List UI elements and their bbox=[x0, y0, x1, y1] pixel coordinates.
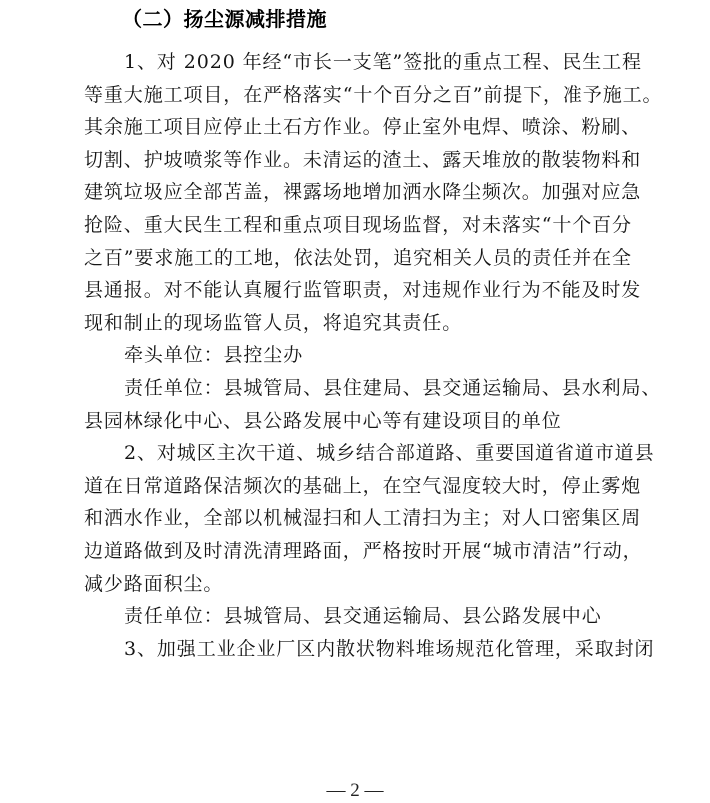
paragraph-line: 切割、护坡喷浆等作业。未清运的渣土、露天堆放的散装物料和 bbox=[84, 148, 642, 171]
paragraph-line: 抢险、重大民生工程和重点项目现场监督，对未落实“十个百分 bbox=[84, 213, 632, 236]
paragraph-line: 边道路做到及时清洗清理路面，严格按时开展“城市清洁”行动， bbox=[84, 539, 643, 562]
paragraph-line: 建筑垃圾应全部苫盖，裸露场地增加洒水降尘频次。加强对应急 bbox=[84, 181, 642, 204]
paragraph-line: 1、对 2020 年经“市长一支笔”签批的重点工程、民生工程 bbox=[124, 51, 642, 73]
document-body bbox=[84, 46, 663, 665]
paragraph-line: 之百”要求施工的工地，依法处罚，追究相关人员的责任并在全 bbox=[84, 246, 632, 269]
paragraph-line: 现和制止的现场监管人员，将追究其责任。 bbox=[84, 311, 463, 334]
paragraph-line: 道在日常道路保洁频次的基础上，在空气湿度较大时，停止雾炮 bbox=[84, 474, 642, 497]
responsible-units-line: 责任单位：县城管局、县交通运输局、县公路发展中心 bbox=[124, 605, 602, 628]
paragraph-line: 其余施工项目应停止土石方作业。停止室外电焊、喷涂、粉刷、 bbox=[84, 116, 642, 139]
responsible-units-line: 责任单位：县城管局、县住建局、县交通运输局、县水利局、 bbox=[124, 376, 662, 399]
paragraph-line: 等重大施工项目，在严格落实“十个百分之百”前提下，准予施工。 bbox=[84, 83, 663, 106]
paragraph-line: 3、加强工业企业厂区内散状物料堆场规范化管理，采取封闭 bbox=[124, 637, 655, 660]
responsible-units-line: 县园林绿化中心、县公路发展中心等有建设项目的单位 bbox=[84, 409, 562, 432]
paragraph-line: 和洒水作业，全部以机械湿扫和人工清扫为主；对人口密集区周 bbox=[84, 507, 642, 530]
section-heading: （二）扬尘源减排措施 bbox=[122, 7, 327, 31]
paragraph-line: 减少路面积尘。 bbox=[84, 572, 224, 595]
lead-unit-line: 牵头单位：县控尘办 bbox=[124, 344, 304, 367]
paragraph-line: 县通报。对不能认真履行监管职责，对违规作业行为不能及时发 bbox=[84, 279, 642, 302]
paragraph-line: 2、对城区主次干道、城乡结合部道路、重要国道省道市道县 bbox=[124, 442, 655, 465]
page-number: — 2 — bbox=[326, 780, 384, 801]
